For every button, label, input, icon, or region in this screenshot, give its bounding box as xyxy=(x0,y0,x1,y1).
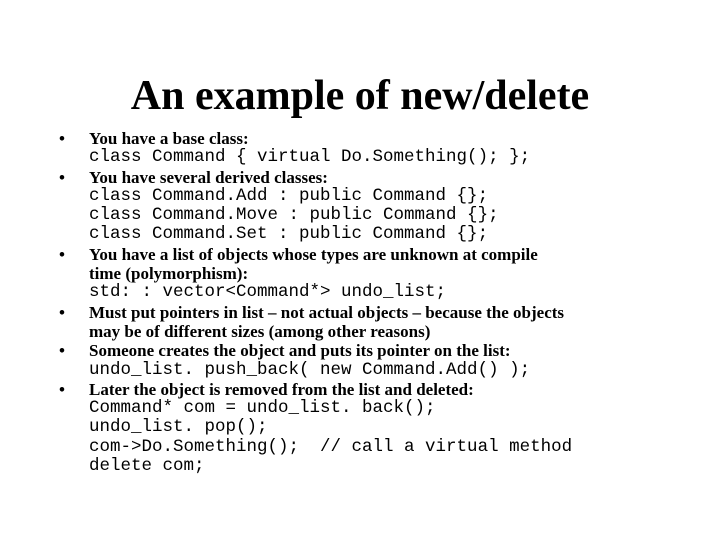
bullet-text: Later the object is removed from the list and deleted: xyxy=(89,379,474,399)
bullet-text: Must put pointers in list – not actual objects – because the objects xyxy=(89,302,565,322)
bullet-item xyxy=(59,341,699,380)
code-line: class Command.Add : public Command {}; xyxy=(89,185,489,206)
bullet-item xyxy=(59,245,699,303)
code-line: std: : vector<Command*> undo_list; xyxy=(89,282,447,303)
bullet-text: You have a base class: xyxy=(89,129,249,148)
code-line: Command* com = undo_list. back(); xyxy=(89,398,436,419)
bullet-item xyxy=(59,380,699,476)
bullet-text: Someone creates the object and puts its pointer on the list: xyxy=(89,341,511,361)
bullet-icon: • xyxy=(59,379,65,399)
bullet-icon: • xyxy=(59,167,65,187)
code-line: com->Do.Something(); // call a virtual method xyxy=(89,436,573,457)
bullet-item xyxy=(59,129,699,168)
bullet-text: may be of different sizes (among other reasons) xyxy=(89,321,431,341)
bullet-icon: • xyxy=(59,244,65,264)
code-line: undo_list. pop(); xyxy=(89,417,268,438)
code-line: class Command { virtual Do.Something(); }; xyxy=(89,147,531,168)
slide-title: An example of new/delete xyxy=(130,73,590,119)
bullet-item xyxy=(59,303,699,342)
bullet-item xyxy=(59,168,699,245)
bullet-icon: • xyxy=(59,302,65,322)
code-line: undo_list. push_back( new Command.Add() ); xyxy=(89,359,531,380)
bullet-list xyxy=(59,129,699,476)
bullet-text: You have several derived classes: xyxy=(89,167,328,187)
bullet-icon: • xyxy=(59,129,65,148)
code-line: class Command.Move : public Command {}; xyxy=(89,205,499,226)
bullet-text: You have a list of objects whose types are unknown at compile xyxy=(89,244,538,264)
bullet-icon: • xyxy=(59,341,65,361)
code-line: delete com; xyxy=(89,456,205,477)
code-line: class Command.Set : public Command {}; xyxy=(89,224,489,245)
bullet-text: time (polymorphism): xyxy=(89,264,249,284)
